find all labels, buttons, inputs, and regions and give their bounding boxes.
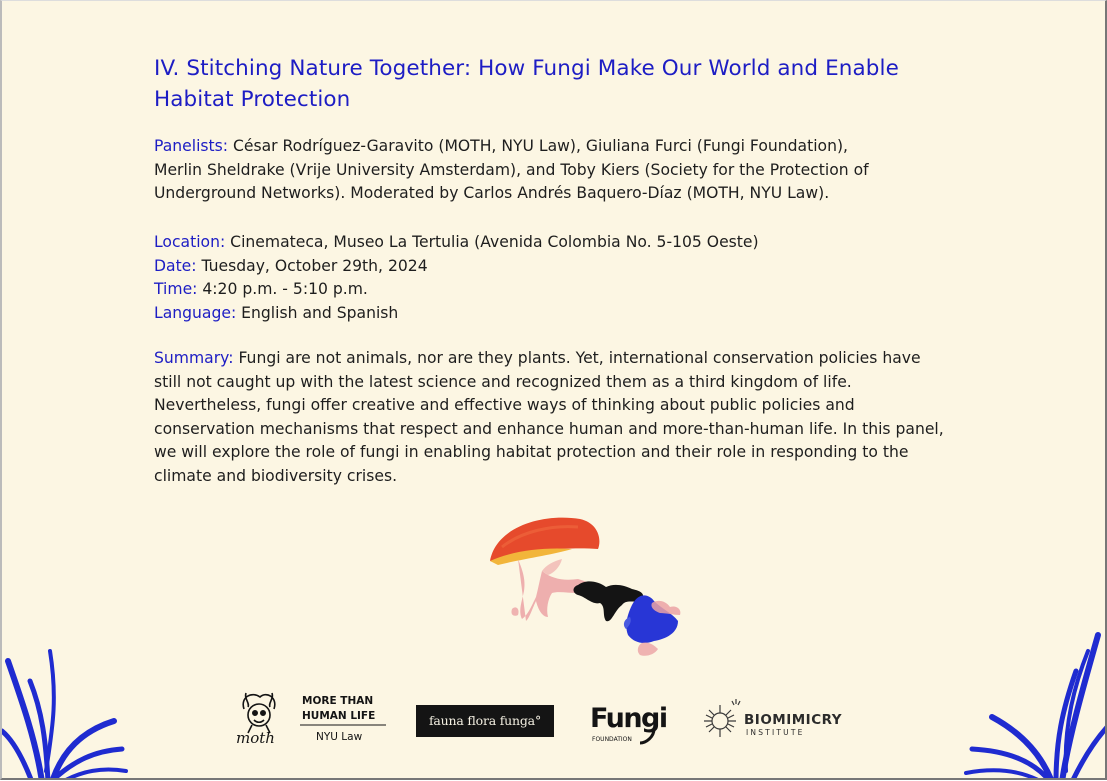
biomimicry-seed-icon bbox=[704, 699, 740, 737]
summary-line-2: still not caught up with the latest science and recognized them as a third kingdom of life. bbox=[154, 372, 852, 391]
panelists-line-2: Merlin Sheldrake (Vrije University Amsterdam), and Toby Kiers (Society for the Protection of bbox=[154, 160, 869, 179]
panelists-line-3: Underground Networks). Moderated by Carlos Andrés Baquero-Díaz (MOTH, NYU Law). bbox=[154, 184, 830, 203]
session-title bbox=[154, 53, 1014, 115]
fungi-illustration bbox=[482, 509, 687, 664]
event-details bbox=[154, 231, 1034, 325]
moth-line-2: HUMAN LIFE bbox=[302, 710, 376, 722]
language-label: Language: bbox=[154, 303, 237, 322]
biomimicry-line-2: INSTITUTE bbox=[746, 728, 805, 737]
summary-label: Summary: bbox=[154, 349, 234, 367]
summary-line-6: climate and biodiversity crises. bbox=[154, 466, 398, 485]
fauna-flora-funga-logo bbox=[416, 705, 554, 737]
panelists-line-1: César Rodríguez-Garavito (MOTH, NYU Law), Giuliana Furci (Fungi Foundation), bbox=[228, 137, 848, 155]
fauna-flora-funga-wordmark: fauna flora funga° bbox=[429, 713, 541, 728]
title-line-2: Habitat Protection bbox=[154, 87, 351, 112]
moth-logo bbox=[230, 689, 390, 747]
summary-line-3: Nevertheless, fungi offer creative and effective ways of thinking about public policies and bbox=[154, 396, 855, 415]
moth-wordmark: moth bbox=[236, 729, 275, 747]
blue-shape bbox=[624, 595, 678, 643]
location-value: Cinemateca, Museo La Tertulia (Avenida Colombia No. 5-105 Oeste) bbox=[225, 233, 759, 251]
language-value: English and Spanish bbox=[236, 303, 399, 322]
fungi-subtext: FOUNDATION bbox=[592, 736, 632, 743]
moth-line-3: NYU Law bbox=[316, 731, 363, 743]
fungi-foundation-logo bbox=[588, 697, 672, 747]
summary-line-5: we will explore the role of fungi in enabling habitat protection and their role in responding to the bbox=[154, 443, 909, 462]
summary-paragraph bbox=[154, 347, 1034, 489]
moth-line-1: MORE THAN bbox=[302, 695, 374, 707]
date-value: Tuesday, October 29th, 2024 bbox=[196, 256, 428, 275]
fungi-wordmark: Fungi bbox=[590, 703, 667, 734]
panelists-label: Panelists: bbox=[154, 137, 229, 155]
blue-plant-right-decoration bbox=[952, 621, 1107, 780]
moth-figure-icon bbox=[243, 693, 275, 733]
biomimicry-logo bbox=[700, 695, 865, 741]
time-value: 4:20 p.m. - 5:10 p.m. bbox=[197, 280, 368, 299]
summary-line-4: conservation mechanisms that respect and enhance human and more-than-human life. In this panel, bbox=[154, 419, 944, 438]
date-label: Date: bbox=[154, 256, 197, 275]
summary-line-1: Fungi are not animals, nor are they plants. Yet, international conservation policies have bbox=[233, 349, 921, 367]
blue-plant-left-decoration bbox=[2, 621, 132, 780]
biomimicry-line-1: BIOMIMICRY bbox=[744, 712, 843, 728]
time-label: Time: bbox=[154, 280, 198, 299]
title-line-1: IV. Stitching Nature Together: How Fungi Make Our World and Enable bbox=[154, 56, 899, 81]
panelists-paragraph bbox=[154, 135, 1034, 206]
mushroom-cap bbox=[490, 518, 599, 565]
location-label: Location: bbox=[154, 233, 226, 251]
